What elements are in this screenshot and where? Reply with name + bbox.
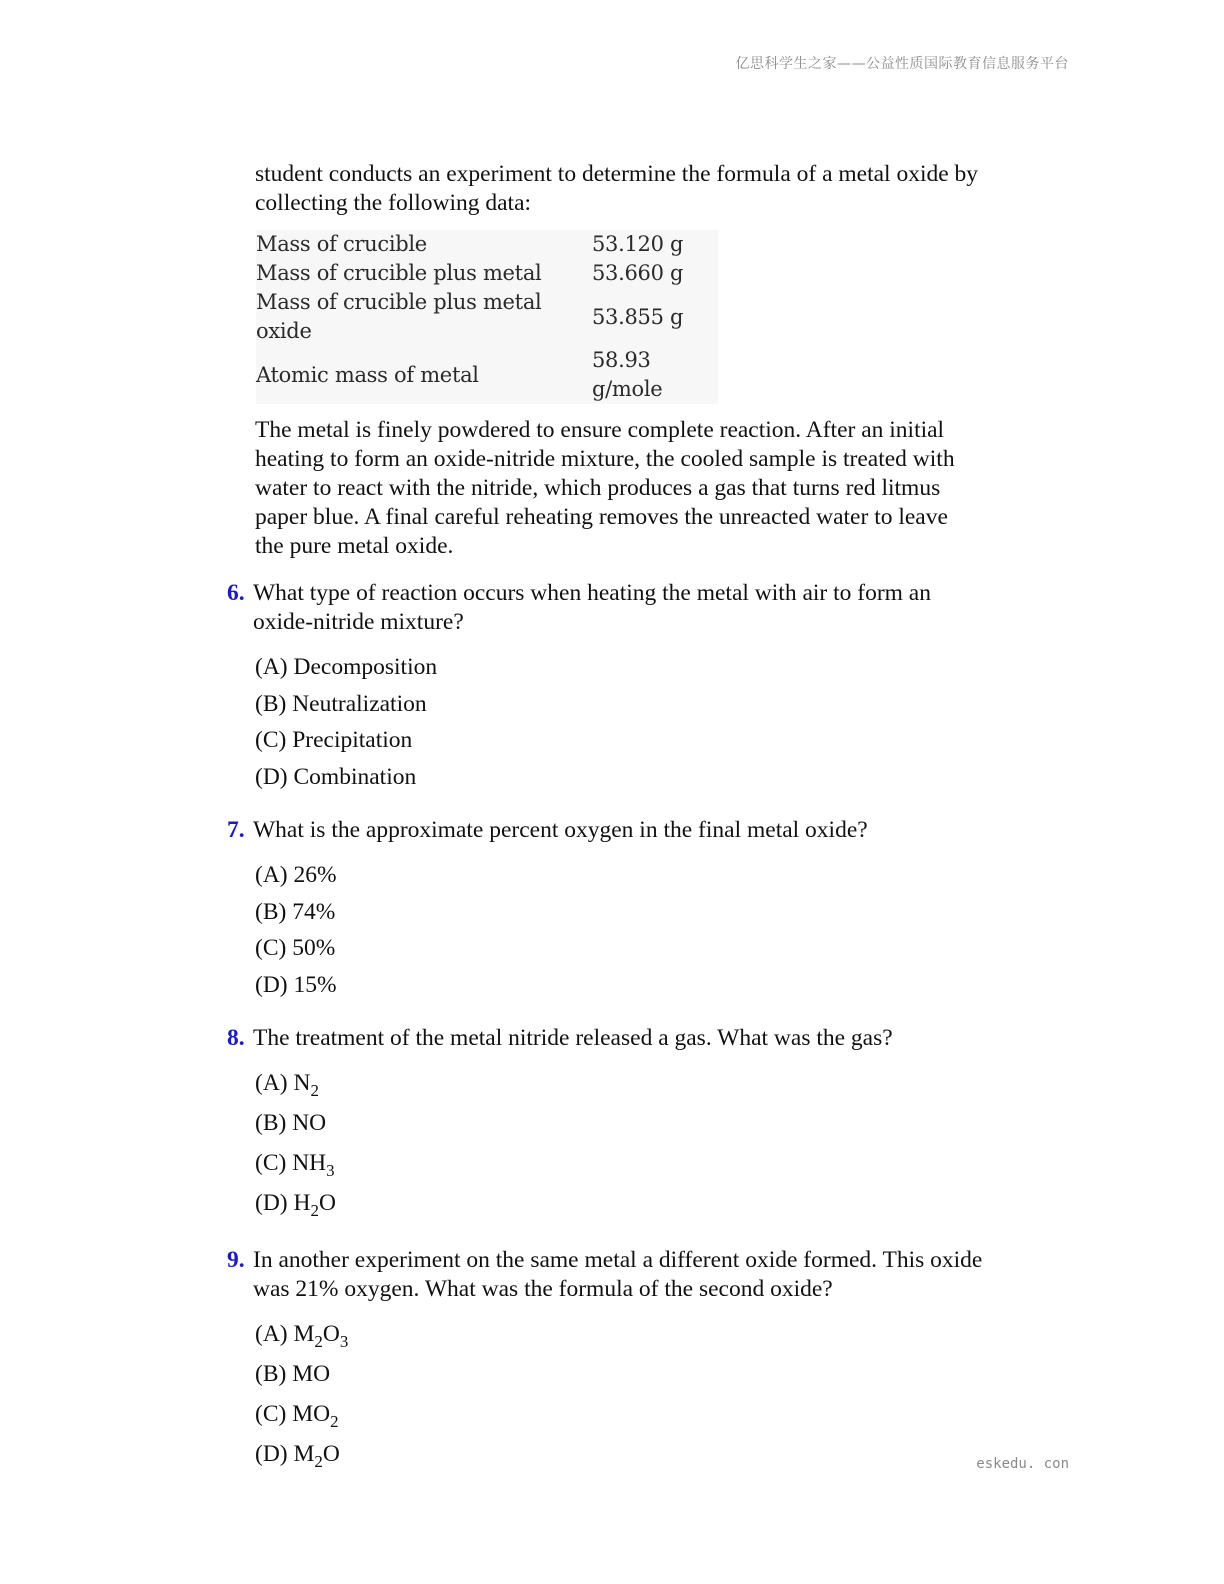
question-6 [227, 579, 1045, 798]
formula-part: M [293, 1321, 315, 1347]
answer-option [255, 725, 1045, 762]
question-text-line: oxide-nitride mixture? [253, 609, 464, 635]
answer-option [255, 1148, 1045, 1188]
procedure-line: The metal is finely powdered to ensure complete reaction. After an initial [255, 417, 945, 443]
option-letter: (D) [255, 1441, 288, 1467]
answer-option [255, 1439, 1045, 1479]
formula-subscript: 2 [314, 1451, 323, 1471]
formula-subscript: 3 [326, 1160, 335, 1180]
answer-option [255, 1108, 1045, 1148]
question-stem [227, 1024, 1045, 1053]
procedure-line: heating to form an oxide-nitride mixture, the cooled sample is treated with [255, 446, 955, 472]
table-cell-value: 58.93 g/mole [592, 348, 663, 401]
option-text: 15% [293, 971, 337, 998]
option-formula [292, 1150, 335, 1180]
question-number: 8. [227, 1025, 245, 1051]
formula-subscript: 2 [330, 1411, 339, 1431]
option-text: 26% [293, 862, 337, 888]
option-letter: (B) [255, 898, 287, 925]
page-footer: eskedu. con [976, 1456, 1069, 1472]
answer-options [255, 1319, 1045, 1479]
option-text: Decomposition [293, 654, 438, 680]
table-row [256, 346, 718, 404]
option-letter: (D) [255, 763, 288, 790]
formula-part: NH [292, 1150, 327, 1176]
formula-subscript: 2 [314, 1331, 323, 1351]
procedure-line: the pure metal oxide. [255, 533, 454, 559]
option-letter: (B) [255, 690, 287, 717]
option-letter: (A) [255, 862, 288, 888]
table-cell-label: Atomic mass of metal [256, 362, 479, 387]
formula-part: O [318, 1190, 336, 1216]
answer-option [255, 1359, 1045, 1399]
option-letter: (A) [255, 1321, 288, 1347]
question-7 [227, 816, 1045, 1006]
question-text [253, 816, 1045, 845]
question-number: 9. [227, 1247, 245, 1273]
table-row [256, 288, 718, 346]
option-letter: (D) [255, 1190, 288, 1216]
option-letter: (C) [255, 727, 287, 753]
answer-option [255, 897, 1045, 934]
formula-part: H [293, 1190, 311, 1216]
option-letter: (C) [255, 1150, 287, 1176]
option-text: 74% [292, 898, 336, 925]
answer-option [255, 1319, 1045, 1359]
question-number: 6. [227, 580, 245, 606]
table-row [256, 230, 718, 259]
question-text-line: was 21% oxygen. What was the formula of the second oxide? [253, 1276, 833, 1302]
option-text: Precipitation [292, 727, 413, 753]
question-text-line: The treatment of the metal nitride released a gas. What was the gas? [253, 1025, 893, 1051]
answer-option [255, 1399, 1045, 1439]
answer-option [255, 970, 1045, 1007]
question-text-line: What is the approximate percent oxygen in the final metal oxide? [253, 817, 868, 843]
option-letter: (B) [255, 1110, 287, 1136]
question-9 [227, 1246, 1045, 1479]
answer-option [255, 933, 1045, 970]
page-header: 亿思科学生之家——公益性质国际教育信息服务平台 [735, 56, 1069, 72]
question-stem [227, 816, 1045, 845]
table-cell-label: Mass of crucible plus metal oxide [256, 290, 542, 343]
intro-line: student conducts an experiment to determine the formula of a metal oxide by [255, 161, 979, 187]
answer-options [255, 652, 1045, 798]
data-table [256, 230, 718, 404]
option-formula [293, 1190, 336, 1220]
procedure-line: paper blue. A final careful reheating removes the unreacted water to leave [255, 504, 948, 530]
answer-option [255, 860, 1045, 897]
question-text-line: In another experiment on the same metal a different oxide formed. This oxide [253, 1247, 983, 1273]
formula-part: O [322, 1321, 340, 1347]
question-text [253, 1024, 1045, 1053]
question-stem [227, 1246, 1045, 1304]
intro-paragraph [255, 160, 1045, 218]
question-text [253, 1246, 1045, 1304]
question-8 [227, 1024, 1045, 1228]
table-cell-value: 53.855 g [592, 304, 684, 329]
answer-option [255, 1188, 1045, 1228]
option-letter: (A) [255, 1070, 288, 1096]
option-letter: (B) [255, 1361, 287, 1387]
answer-option [255, 652, 1045, 689]
formula-subscript: 2 [310, 1080, 319, 1100]
option-formula [292, 1110, 326, 1136]
option-letter: (D) [255, 971, 288, 998]
option-text: Neutralization [292, 690, 427, 717]
answer-option [255, 762, 1045, 799]
option-text: Combination [293, 763, 417, 790]
option-formula [293, 1321, 349, 1351]
formula-part: MO [292, 1401, 331, 1427]
answer-options [255, 1068, 1045, 1228]
formula-part: N [293, 1070, 311, 1096]
formula-subscript: 2 [310, 1200, 319, 1220]
formula-part: MO [292, 1361, 331, 1387]
option-formula [293, 1441, 340, 1471]
formula-part: O [322, 1441, 340, 1467]
table-cell-label: Mass of crucible [256, 232, 427, 256]
option-letter: (A) [255, 654, 288, 680]
formula-part: NO [292, 1110, 327, 1136]
table-row [256, 259, 718, 288]
answer-option [255, 1068, 1045, 1108]
intro-line: collecting the following data: [255, 190, 532, 216]
option-formula [293, 1070, 319, 1100]
answer-options [255, 860, 1045, 1006]
question-stem [227, 579, 1045, 637]
page-content [227, 160, 1045, 1479]
table-cell-value: 53.660 g [592, 261, 684, 285]
procedure-paragraph [255, 416, 1045, 561]
procedure-line: water to react with the nitride, which produces a gas that turns red litmus [255, 475, 941, 501]
option-text: 50% [292, 935, 336, 961]
table-cell-value: 53.120 g [592, 232, 684, 256]
option-letter: (C) [255, 935, 287, 961]
formula-subscript: 3 [339, 1331, 349, 1351]
answer-option [255, 689, 1045, 726]
question-text-line: What type of reaction occurs when heating the metal with air to form an [253, 580, 931, 606]
question-number: 7. [227, 817, 245, 843]
formula-part: M [293, 1441, 315, 1467]
option-formula [292, 1401, 339, 1431]
option-letter: (C) [255, 1401, 287, 1427]
table-cell-label: Mass of crucible plus metal [256, 261, 542, 285]
option-formula [292, 1361, 330, 1387]
question-text [253, 579, 1045, 637]
